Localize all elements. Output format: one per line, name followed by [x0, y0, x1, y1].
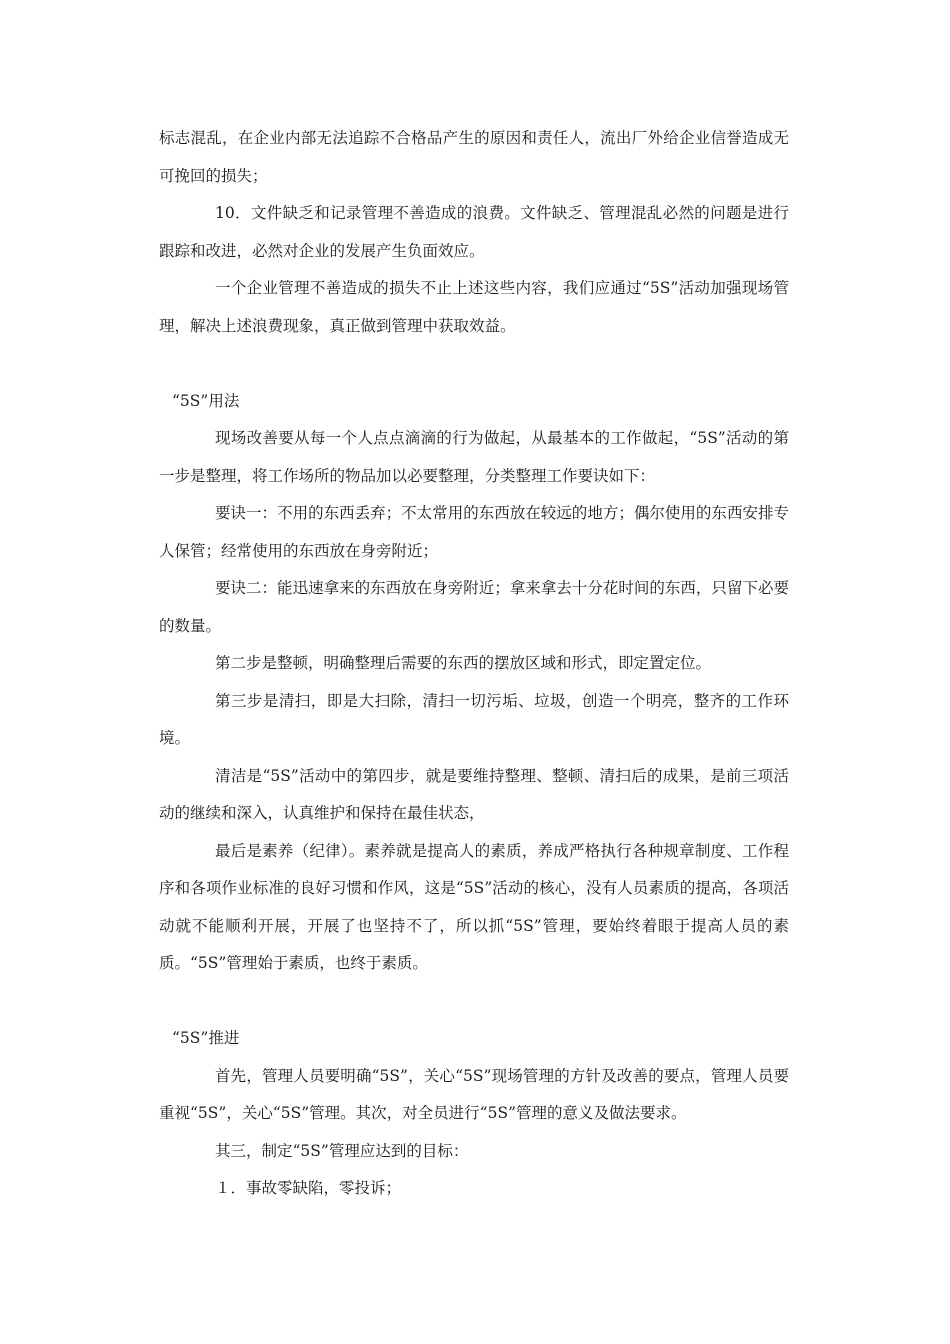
- paragraph-promotion-goals: 其三，制定“5S”管理应达到的目标：: [215, 1141, 469, 1160]
- paragraph-usage-intro: 现场改善要从每一个人点点滴滴的行为做起，从最基本的工作做起，“5S”活动的第一步是整理，将工作场所的物品加以必要整理，分类整理工作要诀如下：: [159, 429, 789, 485]
- paragraph-nonconforming-loss: 标志混乱，在企业内部无法追踪不合格品产生的原因和责任人，流出厂外给企业信誉造成无可挽回的损失；: [159, 129, 789, 185]
- paragraph-step-four: 清洁是“5S”活动中的第四步，就是要维持整理、整顿、清扫后的成果，是前三项活动的继续和深入，认真维护和保持在最佳状态，: [159, 766, 789, 822]
- section-heading-promotion: “5S”推进: [172, 1029, 240, 1047]
- paragraph-document-waste: 10．文件缺乏和记录管理不善造成的浪费。文件缺乏、管理混乱必然的问题是进行跟踪和改进，必然对企业的发展产生负面效应。: [159, 204, 789, 260]
- section-gap: [159, 983, 789, 1021]
- document-body: [159, 120, 789, 1208]
- paragraph-summary-loss: 一个企业管理不善造成的损失不止上述这些内容，我们应通过“5S”活动加强现场管理，解决上述浪费现象，真正做到管理中获取效益。: [159, 279, 789, 335]
- section-heading-usage: “5S”用法: [172, 391, 240, 410]
- paragraph-step-three: 第三步是清扫，即是大扫除，清扫一切污垢、垃圾，创造一个明亮，整齐的工作环境。: [159, 691, 789, 747]
- paragraph-tip-two: 要诀二：能迅速拿来的东西放在身旁附近；拿来拿去十分花时间的东西，只留下必要的数量。: [159, 579, 789, 635]
- section-gap: [159, 345, 789, 383]
- paragraph-step-five: 最后是素养（纪律）。素养就是提高人的素质，养成严格执行各种规章制度、工作程序和各项作业标准的良好习惯和作风，这是“5S”活动的核心，没有人员素质的提高，各项活动就不能顺利开展，开展了也坚持不了，所以抓“5S”管理，要始终着眼于提高人员的素质。“5S”管理始于素质，也终于素质。: [159, 841, 789, 972]
- paragraph-promotion-first: 首先，管理人员要明确“5S”，关心“5S”现场管理的方针及改善的要点，管理人员要重视“5S”，关心“5S”管理。其次，对全员进行“5S”管理的意义及做法要求。: [159, 1066, 789, 1122]
- paragraph-step-two: 第二步是整顿，明确整理后需要的东西的摆放区域和形式，即定置定位。: [215, 654, 712, 672]
- paragraph-tip-one: 要诀一：不用的东西丢弃；不太常用的东西放在较远的地方；偶尔使用的东西安排专人保管；经常使用的东西放在身旁附近；: [159, 504, 789, 560]
- list-item-goal-one: １．事故零缺陷，零投诉；: [215, 1179, 402, 1197]
